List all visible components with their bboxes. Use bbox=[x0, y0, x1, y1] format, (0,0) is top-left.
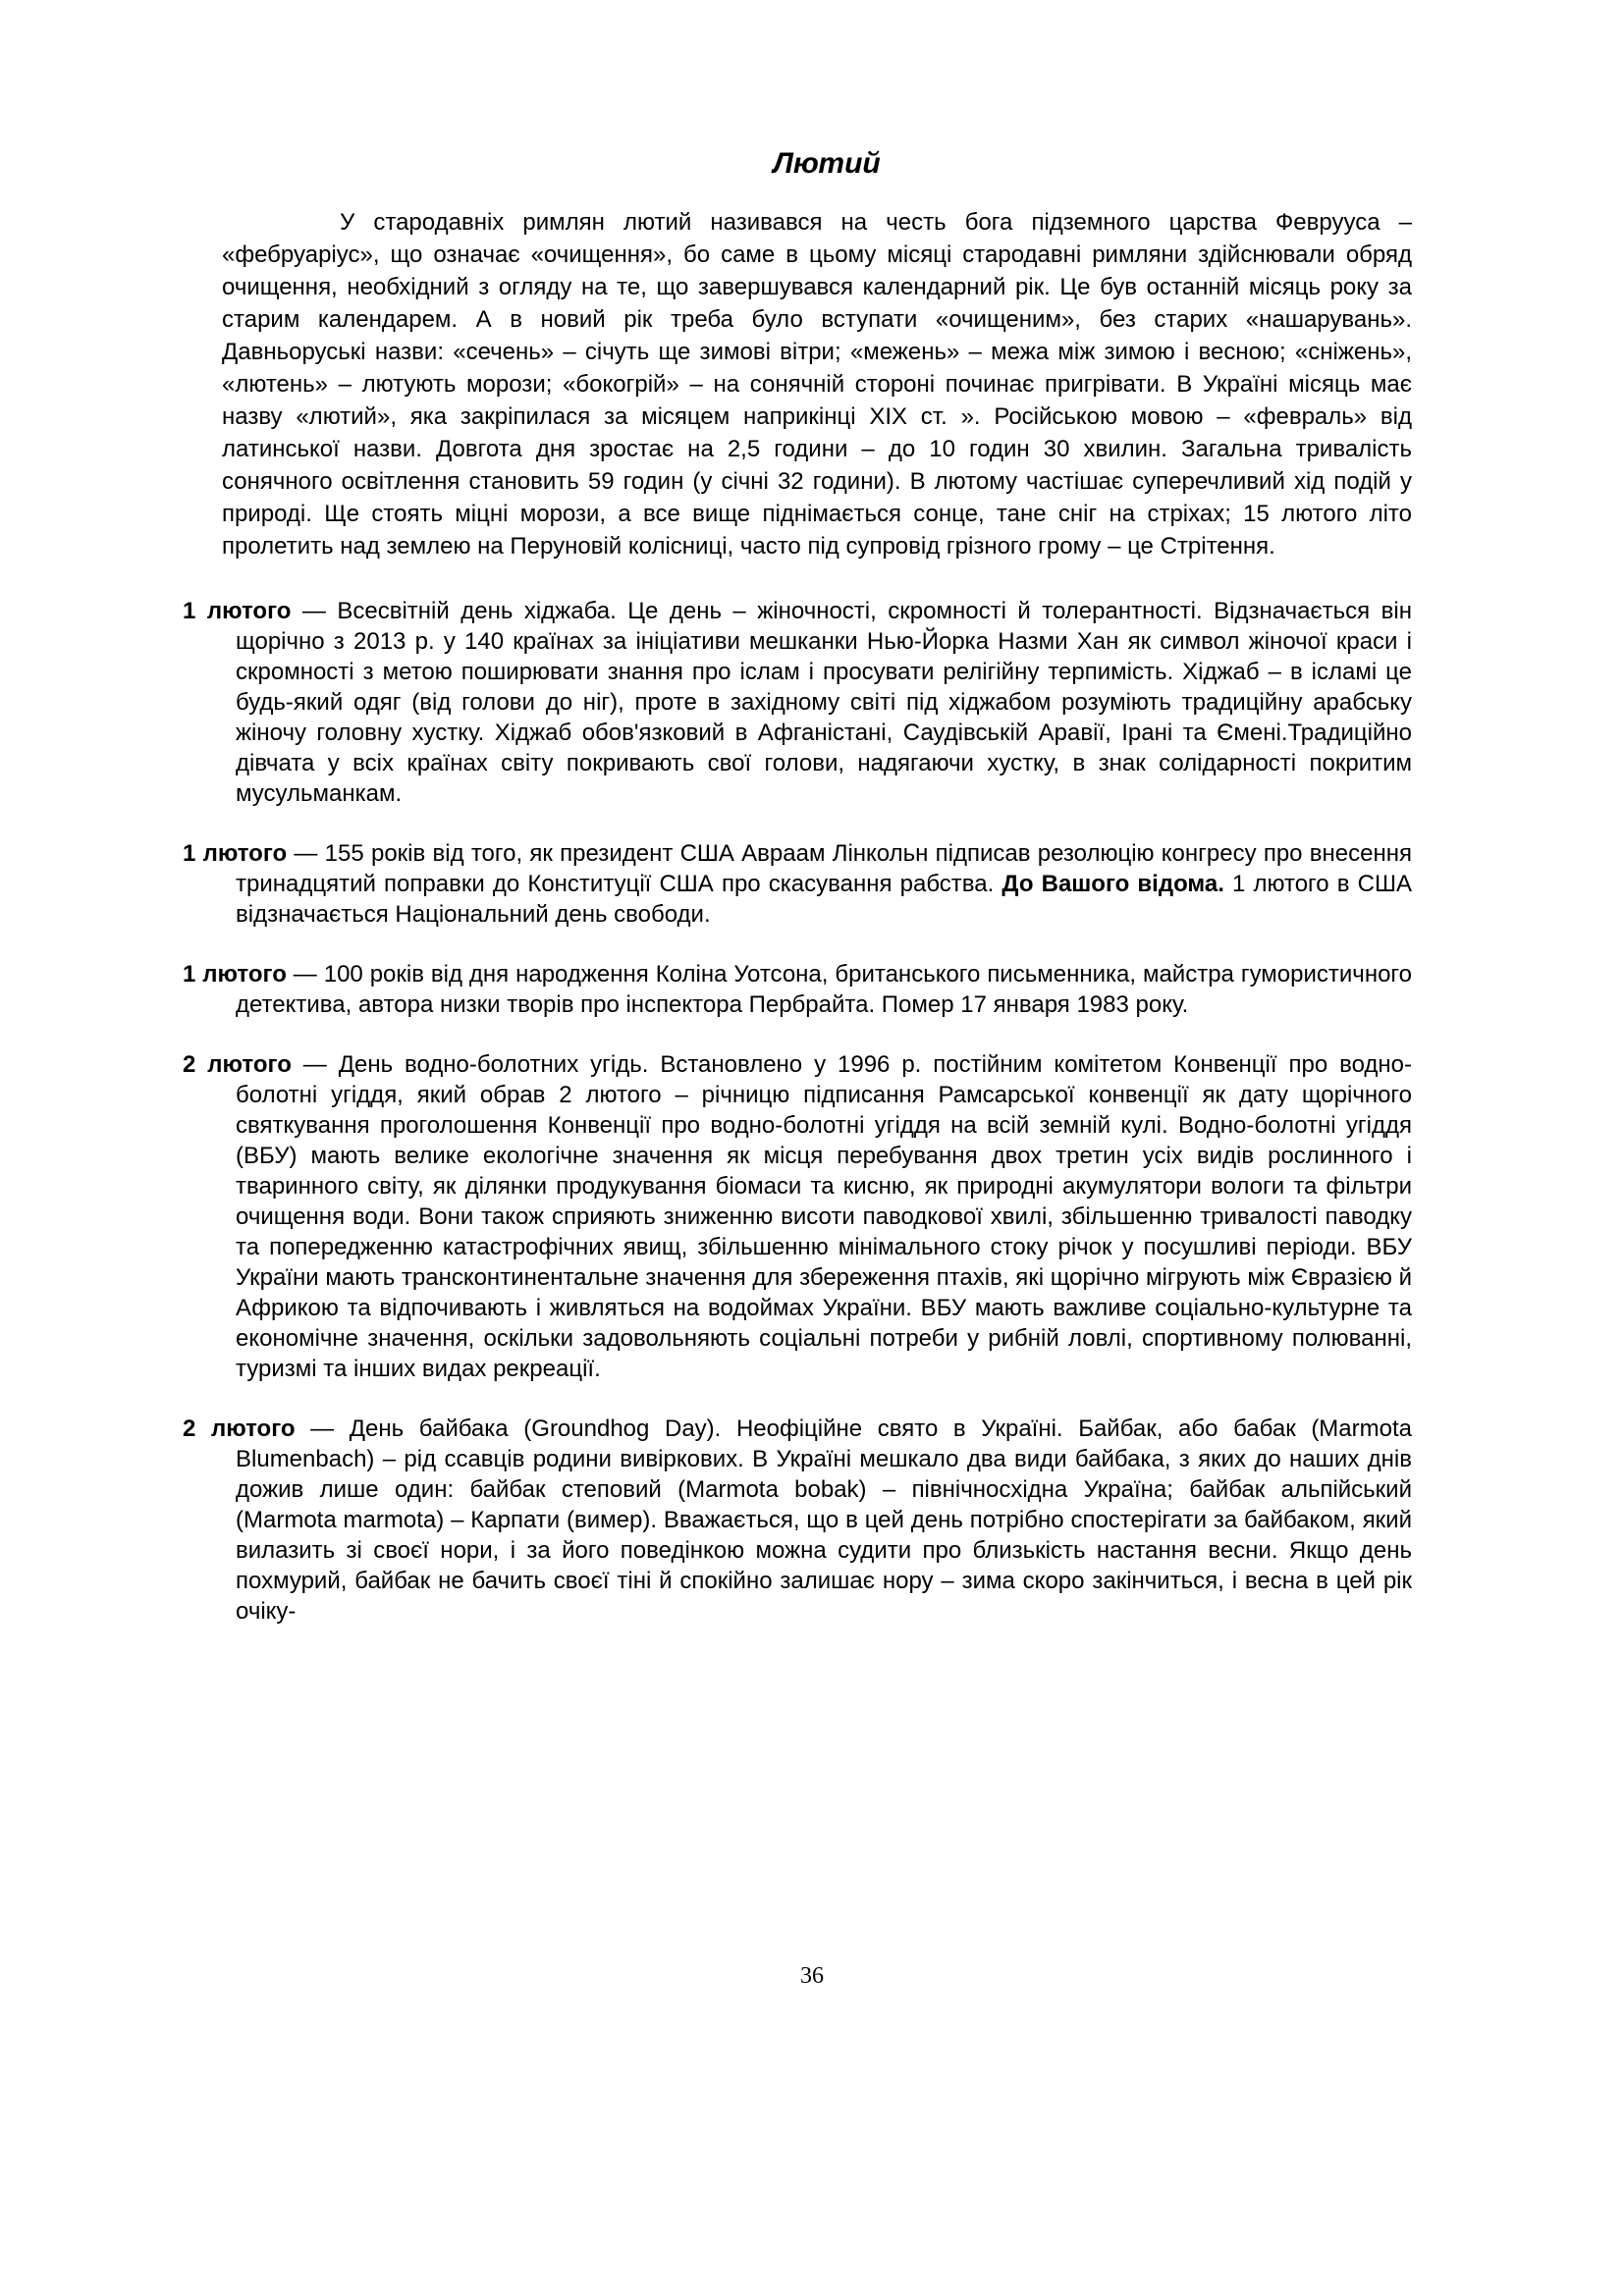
entry-date: 1 лютого bbox=[183, 598, 292, 624]
entry-date: 1 лютого bbox=[183, 840, 288, 867]
entry-3 bbox=[183, 959, 1412, 1020]
entry-note-text: 1 лютого в США відзначається Національний день свободи. bbox=[236, 871, 1412, 928]
page-title: Лютий bbox=[773, 147, 881, 180]
entry-date: 1 лютого bbox=[183, 961, 287, 988]
entry-5 bbox=[183, 1414, 1412, 1627]
entry-text: — 155 років від того, як президент США Авраам Лінкольн підписав резолюцію конгресу про внесення тринадцятий поправки до Конституції США про скасування рабства. bbox=[236, 840, 1412, 897]
entry-text: — Всесвітній день хіджаба. Це день – жіночності, скромності й толерантності. Відзначається він щорічно з 2013 р. у 140 країнах за ініціативи мешканки Нью-Йорка Назми Хан як символ жіночої краси і скромності з метою поширювати знання про іслам і просувати релігійну терпимість. Хіджаб – в ісламі це будь-який одяг (від голови до ніг), проте в західному світі під хіджабом розуміють традиційну арабську жіночу головну хустку. Хіджаб обов'язковий в Афганістані, Саудівській Аравії, Ірані та Ємені.Традиційно дівчата у всіх країнах світу покривають свої голови, надягаючи хустку, в знак солідарності покритим мусульманкам. bbox=[236, 598, 1412, 807]
page-number: 36 bbox=[800, 1963, 824, 1989]
entry-text: — День водно-болотних угідь. Встановлено у 1996 р. постійним комітетом Конвенції про водно-болотні угіддя, який обрав 2 лютого – річницю підписання Рамсарської конвенції як дату щорічного святкування проголошення Конвенції про водно-болотні угіддя на всій земній кулі. Водно-болотні угіддя (ВБУ) мають велике екологічне значення як місця перебування двох третин усіх видів рослинного і тваринного світу, як ділянки продукування біомаси та кисню, як природні акумулятори вологи та фільтри очищення води. Вони також сприяють зниженню висоти паводкової хвилі, збільшенню тривалості паводку та попередженню катастрофічних явищ, збільшенню мінімального стоку річок у посушливі періоди. ВБУ України мають трансконтинентальне значення для збереження птахів, які щорічно мігрують між Євразією й Африкою та відпочивають і живляться на водоймах України. ВБУ мають важливе соціально-культурне та економічне значення, оскільки задовольняють соціальні потреби у рибній ловлі, спортивному полюванні, туризмі та інших видах рекреації. bbox=[236, 1051, 1412, 1382]
intro-paragraph: У стародавніх римлян лютий називався на честь бога підземного царства Феврууса – «фебруаріус», що означає «очищення», бо саме в цьому місяці стародавні римляни здійснювали обряд очищення, необхідний з огляду на те, що завершувався календарний рік. Це був останній місяць року за старим календарем. А в новий рік треба було вступати «очищеним», без старих «нашарувань». Давньоруські назви: «сечень» – січуть ще зимові вітри; «межень» – межа між зимою і весною; «сніжень», «лютень» – лютують морози; «бокогрій» – на сонячній стороні починає пригрівати. В Україні місяць має назву «лютий», яка закріпилася за місяцем наприкінці XIX ст. ». Російською мовою – «февраль» від латинської назви. Довгота дня зростає на 2,5 години – до 10 годин 30 хвилин. Загальна тривалість сонячного освітлення становить 59 годин (у січні 32 години). В лютому частішає суперечливий хід подій у природі. Ще стоять міцні морози, а все вище піднімається сонце, тане сніг на стріхах; 15 лютого літо пролетить над землею на Перуновій колісниці, часто під супровід грізного грому – це Стрітення. bbox=[222, 209, 1412, 560]
entry-4 bbox=[183, 1049, 1412, 1384]
page-content bbox=[183, 147, 1412, 1656]
entry-date: 2 лютого bbox=[183, 1051, 292, 1078]
entry-text: — День байбака (Groundhog Day). Неофіційне свято в Україні. Байбак, або бабак (Marmota Blumenbach) – рід ссавців родини вивіркових. В Україні мешкало два види байбака, з яких до наших днів дожив лише один: байбак степовий (Marmota bobak) – північносхідна Україна; байбак альпійський (Marmota marmota) – Карпати (вимер). Вважається, що в цей день потрібно спостерігати за байбаком, який вилазить зі своєї нори, і за його поведінкою можна судити про близькість настання весни. Якщо день похмурий, байбак не бачить своєї тіні й спокійно залишає нору – зима скоро закінчиться, і весна в цей рік очіку- bbox=[236, 1415, 1412, 1625]
entry-date: 2 лютого bbox=[183, 1415, 296, 1442]
entry-text: — 100 років від дня народження Коліна Уотсона, британського письменника, майстра гумористичного детектива, автора низки творів про інспектора Пербрайта. Помер 17 января 1983 року. bbox=[236, 961, 1412, 1018]
entry-1 bbox=[183, 596, 1412, 809]
entry-note-label: До Вашого відома. bbox=[1001, 871, 1224, 897]
entry-2 bbox=[183, 838, 1412, 930]
